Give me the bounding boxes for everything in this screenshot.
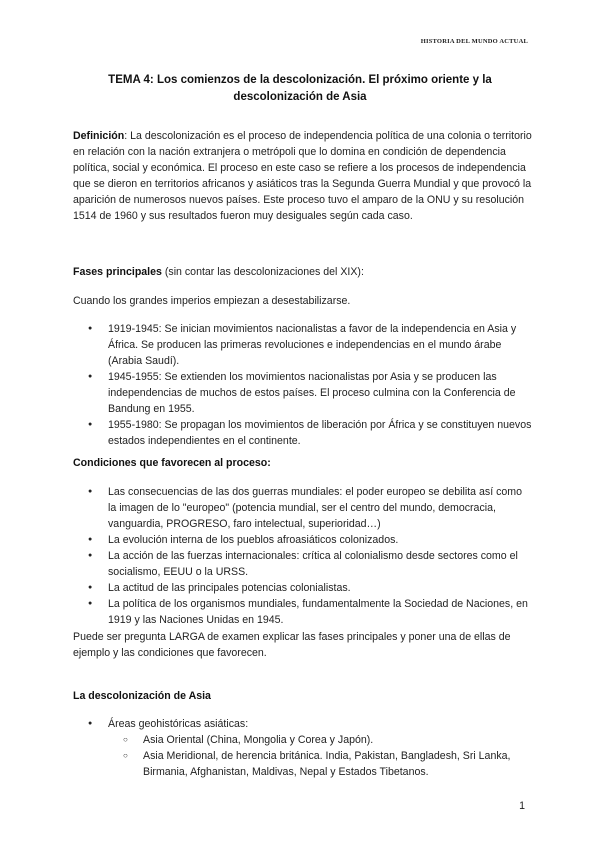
sub-list-item: ○ Asia Meridional, de herencia británica. India, Pakistan, Bangladesh, Sri Lanka, Birmania, Afghanistan, Maldivas, Nepal y Estados Tibetanos. xyxy=(108,748,533,780)
asia-heading: La descolonización de Asia xyxy=(73,690,211,702)
running-header: HISTORIA DEL MUNDO ACTUAL xyxy=(420,38,528,45)
conditions-list xyxy=(73,484,533,628)
page-number: 1 xyxy=(519,800,525,812)
phases-heading-note: (sin contar las descolonizaciones del XIX): xyxy=(161,266,364,278)
asia-item: Áreas geohistóricas asiáticas: xyxy=(108,718,249,730)
definition-text: : La descolonización es el proceso de independencia política de una colonia o territorio en relación con la nación extranjera o metrópoli que lo domina en condición de dependencia política, social y económica. El proceso en este caso se refiere a los procesos de independencia que se dieron en territorios africanos y asiáticos tras la Segunda Guerra Mundial y que provocó la aparición de numerosos nuevos países. Este proceso tuvo el amparo de la ONU y su resolución 1514 de 1960 y sus resultados fueron muy desiguales según cada caso. xyxy=(73,130,532,222)
definition-paragraph xyxy=(73,128,533,224)
list-item: ● Las consecuencias de las dos guerras mundiales: el poder europeo se debilita así como la imagen de lo "europeo" (potencia mundial, ser el centro del mundo, democracia, vanguardia, PROGRESO, faro intelectual, superioridad…) xyxy=(73,484,533,532)
page-title: TEMA 4: Los comienzos de la descolonización. El próximo oriente y la descolonización de Asia xyxy=(108,74,492,103)
list-item xyxy=(73,716,533,780)
sub-list-item: ○ Asia Oriental (China, Mongolia y Corea y Japón). xyxy=(108,732,533,748)
asia-list xyxy=(73,716,533,780)
list-item: ● La actitud de las principales potencias colonialistas. xyxy=(73,580,533,596)
list-item: ● 1955-1980: Se propagan los movimientos de liberación por África y se constituyen nuevos estados independientes en el continente. xyxy=(73,417,533,449)
phases-heading-line xyxy=(73,264,533,280)
list-item: ● La política de los organismos mundiales, fundamentalmente la Sociedad de Naciones, en 1919 y las Naciones Unidas en 1945. xyxy=(73,596,533,628)
list-item: ● La evolución interna de los pueblos afroasiáticos colonizados. xyxy=(73,532,533,548)
asia-sublist xyxy=(108,732,533,780)
list-item: ● La acción de las fuerzas internacionales: crítica al colonialismo desde sectores como el socialismo, EEUU o la URSS. xyxy=(73,548,533,580)
list-item: ● 1919-1945: Se inician movimientos nacionalistas a favor de la independencia en Asia y África. Se producen las primeras revoluciones e independencias en el mundo árabe (Arabia Saudí). xyxy=(73,321,533,369)
exam-note: Puede ser pregunta LARGA de examen explicar las fases principales y poner una de ellas de ejemplo y las condiciones que favorecen. xyxy=(73,631,511,659)
phases-heading: Fases principales xyxy=(73,266,162,278)
phases-list xyxy=(73,321,533,449)
list-item: ● 1945-1955: Se extienden los movimientos nacionalistas por Asia y se producen las independencias de muchos de estos países. El proceso culmina con la Conferencia de Bandung en 1955. xyxy=(73,369,533,417)
definition-term: Definición xyxy=(73,130,125,142)
conditions-heading: Condiciones que favorecen al proceso: xyxy=(73,457,271,469)
phases-intro: Cuando los grandes imperios empiezan a desestabilizarse. xyxy=(73,295,351,307)
